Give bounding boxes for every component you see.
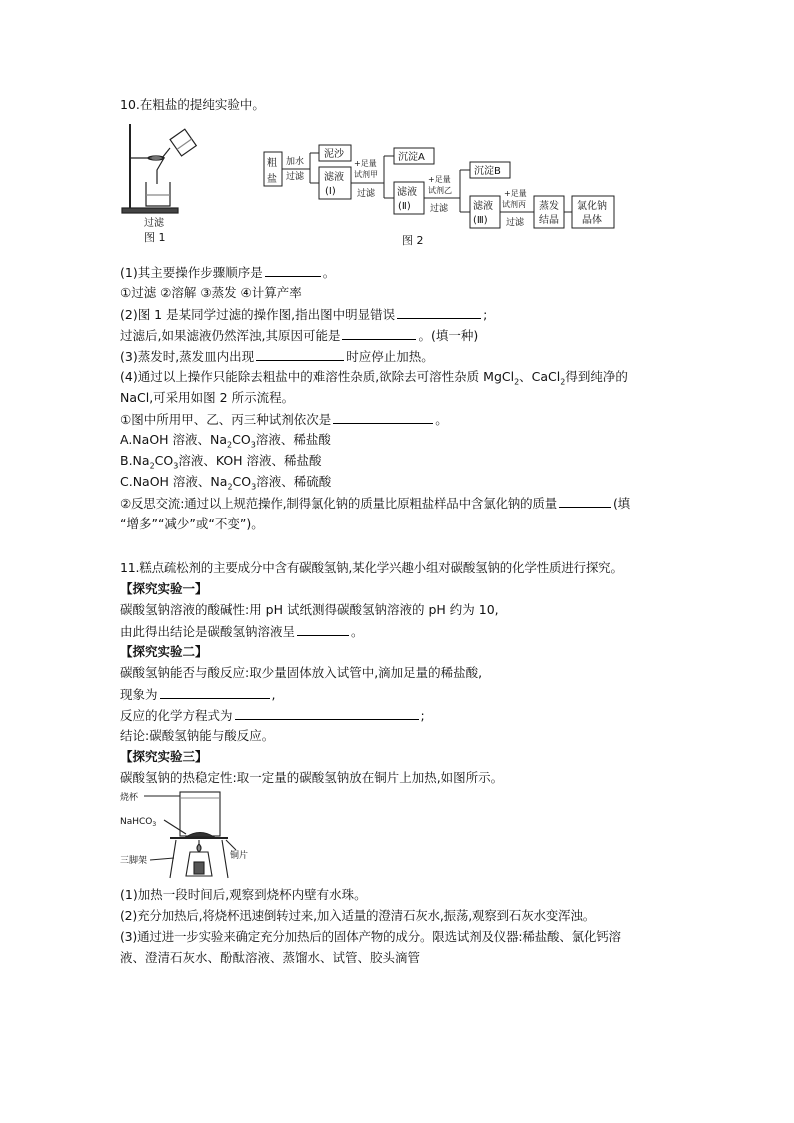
- answer-blank[interactable]: [256, 347, 344, 361]
- fig2-nacl-1: 氯化钠: [577, 201, 607, 212]
- fig2-filter-2: 过滤: [430, 204, 449, 214]
- fig2-reagent-jia-2: 试剂甲: [354, 170, 378, 179]
- q11-exp1-line1: 碳酸氢钠溶液的酸碱性:用 pH 试纸测得碳酸氢钠溶液的 pH 约为 10,: [120, 602, 499, 617]
- fig2-reagent-jia-1: +足量: [354, 159, 377, 168]
- answer-blank[interactable]: [265, 263, 321, 277]
- q11-exp2-line1: 碳酸氢钠能否与酸反应:取少量固体放入试管中,滴加足量的稀盐酸,: [120, 665, 483, 680]
- q11-exp1-line2: 由此得出结论是碳酸氢钠溶液呈 。: [120, 624, 364, 639]
- q10-part4-q2b: “增多”“减少”或“不变”)。: [120, 516, 264, 531]
- q11-step2: (2)充分加热后,将烧杯迅速倒转过来,加入适量的澄清石灰水,振荡,观察到石灰水变浑浊。: [120, 908, 596, 923]
- q11-exp3-heading: 【探究实验三】: [120, 749, 208, 764]
- figure-3-heating: [118, 788, 258, 880]
- figure-2-flowchart: [262, 140, 622, 248]
- fig2-precip-a: 沉淀A: [398, 152, 425, 163]
- nahco3-pile: [186, 833, 214, 838]
- q10-part1: (1)其主要操作步骤顺序是 。: [120, 265, 336, 280]
- fig2-step-water: 加水: [286, 157, 305, 167]
- fig2-reagent-yi-1: +足量: [428, 175, 451, 184]
- q10-part2: (2)图 1 是某同学过滤的操作图,指出图中明显错误 ;: [120, 307, 488, 322]
- q10-part4: (4)通过以上操作只能除去粗盐中的难溶性杂质,欲除去可溶性杂质 MgCl$_2$、CaCl$_2$得到纯净的: [120, 369, 628, 387]
- q10-part4b: NaCl,可采用如图 2 所示流程。: [120, 390, 295, 405]
- fig2-reagent-bing-1: +足量: [504, 189, 527, 198]
- q10-option-a: A.NaOH 溶液、$Na_2CO_3$溶液、稀盐酸: [120, 432, 331, 450]
- answer-blank[interactable]: [559, 494, 611, 508]
- q10-options: ①过滤 ②溶解 ③蒸发 ④计算产率: [120, 285, 302, 300]
- stand-base: [122, 208, 178, 213]
- fig3-copper-label: 铜片: [230, 851, 249, 861]
- fig2-reagent-bing-2: 试剂丙: [502, 200, 526, 209]
- q11-exp2-line3: 反应的化学方程式为 ;: [120, 708, 425, 723]
- q10-option-c: C.NaOH 溶液、$Na_2CO_3$溶液、稀硫酸: [120, 474, 332, 492]
- answer-blank[interactable]: [333, 410, 433, 424]
- q10-part4-q1: ①图中所用甲、乙、丙三种试剂依次是 。: [120, 412, 448, 427]
- q10-part4-q2: ②反思交流:通过以上规范操作,制得氯化钠的质量比原粗盐样品中含氯化钠的质量 (填: [120, 496, 630, 511]
- q10-part2b: 过滤后,如果滤液仍然浑浊,其原因可能是 。(填一种): [120, 328, 479, 343]
- fig2-evap-1: 蒸发: [539, 201, 559, 212]
- fig3-beaker-label: 烧杯: [120, 793, 139, 803]
- flame-shape: [197, 844, 201, 852]
- fig2-filter-3: 过滤: [506, 218, 525, 228]
- fig1-caption: 图 1: [144, 231, 166, 244]
- fig2-precip-b: 沉淀B: [474, 166, 501, 177]
- fig3-tripod-label: 三脚架: [120, 856, 148, 866]
- q11-exp1-heading: 【探究实验一】: [120, 581, 208, 596]
- figure-1-filtration: [118, 120, 208, 246]
- fig2-crude-2: 盐: [267, 174, 277, 185]
- q11-title: 11.糕点疏松剂的主要成分中含有碳酸氢钠,某化学兴趣小组对碳酸氢钠的化学性质进行探究。: [120, 560, 623, 575]
- fig2-nacl-2: 晶体: [582, 215, 602, 226]
- answer-blank[interactable]: [297, 622, 349, 636]
- q11-exp2-heading: 【探究实验二】: [120, 644, 208, 659]
- fig1-label-filter: 过滤: [144, 218, 164, 229]
- beaker-shape: [146, 182, 170, 206]
- q11-exp2-line4: 结论:碳酸氢钠能与酸反应。: [120, 728, 275, 743]
- answer-blank[interactable]: [235, 706, 419, 720]
- fig2-sand: 泥沙: [324, 149, 344, 160]
- q11-step1: (1)加热一段时间后,观察到烧杯内壁有水珠。: [120, 887, 367, 902]
- q11-step3b: 液、澄清石灰水、酚酞溶液、蒸馏水、试管、胶头滴管: [120, 950, 421, 965]
- q10-title: 10.在粗盐的提纯实验中。: [120, 97, 265, 112]
- fig3-nahco3-label: NaHCO$_3$: [120, 817, 157, 828]
- fig2-evap-2: 结晶: [539, 215, 559, 226]
- fig2-filtrate2-b: (Ⅱ): [398, 201, 411, 212]
- fig2-filtrate3-a: 滤液: [473, 201, 493, 212]
- fig2-step-filter: 过滤: [286, 172, 305, 182]
- answer-blank[interactable]: [342, 326, 416, 340]
- fig2-filtrate3-b: (Ⅲ): [473, 215, 488, 226]
- fig2-reagent-yi-2: 试剂乙: [428, 186, 452, 195]
- answer-blank[interactable]: [397, 305, 481, 319]
- q10-option-b: $B.Na_2CO_3$溶液、KOH 溶液、稀盐酸: [120, 453, 322, 471]
- funnel-shape: [148, 158, 164, 184]
- fig2-filter-1: 过滤: [357, 189, 376, 199]
- fig2-crude-1: 粗: [267, 158, 277, 169]
- inverted-beaker: [180, 792, 220, 836]
- fig2-caption: 图 2: [402, 234, 424, 247]
- fig2-filtrate1-a: 滤液: [324, 172, 344, 183]
- q11-step3: (3)通过进一步实验来确定充分加热后的固体产物的成分。限选试剂及仪器:稀盐酸、氯化钙溶: [120, 929, 621, 944]
- answer-blank[interactable]: [160, 685, 270, 699]
- fig2-filtrate1-b: (Ⅰ): [325, 186, 336, 197]
- q11-exp3-line1: 碳酸氢钠的热稳定性:取一定量的碳酸氢钠放在铜片上加热,如图所示。: [120, 770, 504, 785]
- fig2-filtrate2-a: 滤液: [397, 187, 417, 198]
- q11-exp2-line2: 现象为 ,: [120, 687, 276, 702]
- q10-part3: (3)蒸发时,蒸发皿内出现 时应停止加热。: [120, 349, 434, 364]
